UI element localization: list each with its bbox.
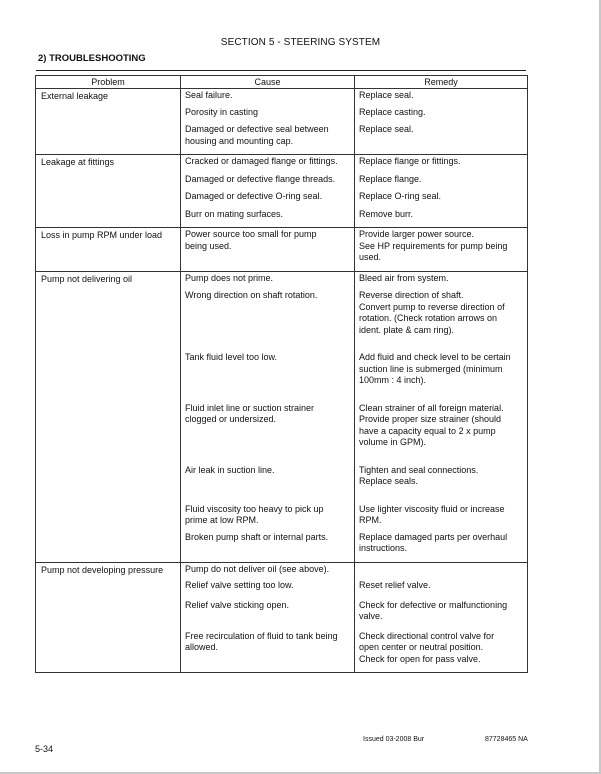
cause-line: Power source too small for pump bbox=[185, 229, 317, 239]
problem-cell bbox=[36, 562, 181, 673]
issued-date: Issued 03-2008 Bur bbox=[363, 736, 425, 743]
cause-entry bbox=[185, 631, 350, 666]
remedy-line: Replace O-ring seal. bbox=[359, 191, 442, 201]
table-header-row bbox=[36, 76, 528, 89]
cause-line: Burr on mating surfaces. bbox=[185, 208, 284, 219]
remedy-entry bbox=[359, 564, 523, 576]
table-row bbox=[36, 271, 528, 562]
cause-entry bbox=[185, 191, 350, 203]
cause-entry bbox=[185, 273, 350, 285]
problem-text: External leakage bbox=[41, 91, 109, 101]
remedy-line: Replace flange or fittings. bbox=[359, 156, 461, 166]
remedy-line: Check for open for pass valve. bbox=[359, 653, 481, 664]
page-subtitle: 2) TROUBLESHOOTING bbox=[38, 53, 146, 64]
remedy-entry bbox=[359, 191, 523, 203]
remedy-entry bbox=[359, 504, 523, 527]
cause-entry bbox=[185, 504, 350, 527]
remedy-entry bbox=[359, 352, 523, 387]
cause-cell bbox=[181, 271, 355, 562]
cause-entry bbox=[185, 465, 350, 488]
remedy-cell bbox=[355, 228, 528, 272]
troubleshooting-table bbox=[35, 75, 528, 673]
remedy-entry bbox=[359, 631, 523, 666]
remedy-entry bbox=[359, 403, 523, 449]
remedy-line: ident. plate & cam ring). bbox=[359, 324, 455, 335]
remedy-line: volume in GPM). bbox=[359, 437, 427, 447]
cause-line: Pump do not deliver oil (see above). bbox=[185, 563, 330, 574]
remedy-cell bbox=[355, 562, 528, 673]
remedy-cell bbox=[355, 89, 528, 155]
remedy-line: Check for defective or malfunctioning bbox=[359, 599, 508, 610]
cause-line: Relief valve setting too low. bbox=[185, 580, 294, 590]
remedy-entry bbox=[359, 90, 523, 102]
remedy-entry bbox=[359, 107, 523, 119]
remedy-line: Provide proper size strainer (should bbox=[359, 414, 502, 424]
problem-text: Pump not delivering oil bbox=[41, 273, 133, 284]
remedy-line: have a capacity equal to 2 x pump bbox=[359, 425, 496, 436]
problem-text: Leakage at fittings bbox=[41, 157, 115, 167]
remedy-line: See HP requirements for pump being bbox=[359, 240, 508, 251]
remedy-line: Replace damaged parts per overhaul bbox=[359, 531, 508, 542]
cause-entry bbox=[185, 564, 350, 576]
remedy-entry bbox=[359, 229, 523, 264]
cause-line: Relief valve sticking open. bbox=[185, 599, 290, 610]
cause-entry bbox=[185, 600, 350, 623]
cause-entry bbox=[185, 174, 350, 186]
remedy-line: Use lighter viscosity fluid or increase bbox=[359, 503, 505, 514]
remedy-entry bbox=[359, 600, 523, 623]
column-header-problem: Problem bbox=[36, 76, 181, 89]
remedy-cell bbox=[355, 271, 528, 562]
cause-cell bbox=[181, 89, 355, 155]
cause-entry bbox=[185, 156, 350, 168]
table-row bbox=[36, 155, 528, 228]
cause-cell bbox=[181, 228, 355, 272]
cause-line: Fluid inlet line or suction strainer bbox=[185, 402, 315, 413]
problem-text: Loss in pump RPM under load bbox=[41, 230, 163, 240]
cause-line: Damaged or defective seal between bbox=[185, 124, 329, 134]
remedy-entry bbox=[359, 580, 523, 592]
remedy-line: open center or neutral position. bbox=[359, 642, 484, 652]
remedy-line: suction line is submerged (minimum bbox=[359, 363, 503, 374]
remedy-line bbox=[359, 564, 523, 576]
remedy-line: Remove burr. bbox=[359, 208, 414, 219]
remedy-entry bbox=[359, 156, 523, 168]
cause-line: prime at low RPM. bbox=[185, 515, 259, 525]
cause-line: Pump does not prime. bbox=[185, 272, 274, 283]
cause-line: Seal failure. bbox=[185, 90, 233, 100]
remedy-cell bbox=[355, 155, 528, 228]
column-header-remedy: Remedy bbox=[355, 76, 528, 89]
remedy-entry bbox=[359, 465, 523, 488]
remedy-line: Clean strainer of all foreign material. bbox=[359, 402, 504, 413]
cause-line: allowed. bbox=[185, 642, 219, 652]
cause-line: Damaged or defective O-ring seal. bbox=[185, 191, 323, 201]
remedy-line: used. bbox=[359, 252, 382, 262]
cause-line: housing and mounting cap. bbox=[185, 135, 294, 146]
cause-entry bbox=[185, 580, 350, 592]
cause-line: Free recirculation of fluid to tank being bbox=[185, 630, 338, 641]
cause-line: Damaged or defective flange threads. bbox=[185, 173, 336, 184]
problem-text: Pump not developing pressure bbox=[41, 564, 164, 575]
page-number: 5-34 bbox=[35, 744, 54, 754]
cause-cell bbox=[181, 155, 355, 228]
remedy-line: Convert pump to reverse direction of bbox=[359, 301, 505, 312]
remedy-line: Check directional control valve for bbox=[359, 630, 495, 641]
remedy-line: 100mm : 4 inch). bbox=[359, 375, 427, 385]
cause-line: Cracked or damaged flange or fittings. bbox=[185, 156, 338, 166]
remedy-line: Replace seals. bbox=[359, 476, 419, 486]
remedy-line: instructions. bbox=[359, 543, 408, 553]
table-row bbox=[36, 228, 528, 272]
remedy-entry bbox=[359, 532, 523, 555]
remedy-line: Reverse direction of shaft. bbox=[359, 290, 464, 300]
remedy-line: valve. bbox=[359, 611, 383, 621]
remedy-entry bbox=[359, 174, 523, 186]
remedy-line: Replace seal. bbox=[359, 124, 414, 134]
cause-entry bbox=[185, 229, 350, 264]
header-rule bbox=[36, 70, 526, 71]
remedy-line: Tighten and seal connections. bbox=[359, 464, 479, 475]
remedy-line: Replace flange. bbox=[359, 173, 422, 184]
cause-entry bbox=[185, 209, 350, 221]
remedy-entry bbox=[359, 273, 523, 285]
problem-cell bbox=[36, 271, 181, 562]
remedy-line: Replace casting. bbox=[359, 106, 426, 117]
cause-entry bbox=[185, 90, 350, 102]
cause-line: Porosity in casting bbox=[185, 106, 259, 117]
remedy-line: Bleed air from system. bbox=[359, 272, 449, 283]
remedy-line: Replace seal. bbox=[359, 90, 414, 100]
remedy-line: Add fluid and check level to be certain bbox=[359, 352, 511, 362]
cause-entry bbox=[185, 352, 350, 387]
cause-line: being used. bbox=[185, 240, 232, 251]
cause-cell bbox=[181, 562, 355, 673]
cause-entry bbox=[185, 532, 350, 555]
column-header-cause: Cause bbox=[181, 76, 355, 89]
problem-cell bbox=[36, 155, 181, 228]
remedy-entry bbox=[359, 290, 523, 336]
problem-cell bbox=[36, 89, 181, 155]
remedy-line: RPM. bbox=[359, 515, 382, 525]
remedy-entry bbox=[359, 124, 523, 147]
cause-line: Tank fluid level too low. bbox=[185, 352, 278, 362]
document-number: 87728465 NA bbox=[485, 736, 528, 743]
remedy-line: rotation. (Check rotation arrows on bbox=[359, 313, 498, 323]
cause-line: Broken pump shaft or internal parts. bbox=[185, 531, 329, 542]
cause-line: clogged or undersized. bbox=[185, 414, 277, 424]
cause-entry bbox=[185, 124, 350, 147]
cause-line: Air leak in suction line. bbox=[185, 464, 275, 475]
table-row bbox=[36, 89, 528, 155]
table-body bbox=[36, 89, 528, 673]
cause-line: Fluid viscosity too heavy to pick up bbox=[185, 503, 324, 514]
remedy-entry bbox=[359, 209, 523, 221]
table-row bbox=[36, 562, 528, 673]
cause-entry bbox=[185, 403, 350, 449]
cause-entry bbox=[185, 290, 350, 336]
remedy-line: Reset relief valve. bbox=[359, 580, 431, 590]
cause-entry bbox=[185, 107, 350, 119]
remedy-line: Provide larger power source. bbox=[359, 229, 475, 239]
section-title: SECTION 5 - STEERING SYSTEM bbox=[220, 37, 381, 48]
problem-cell bbox=[36, 228, 181, 272]
cause-line: Wrong direction on shaft rotation. bbox=[185, 290, 318, 300]
